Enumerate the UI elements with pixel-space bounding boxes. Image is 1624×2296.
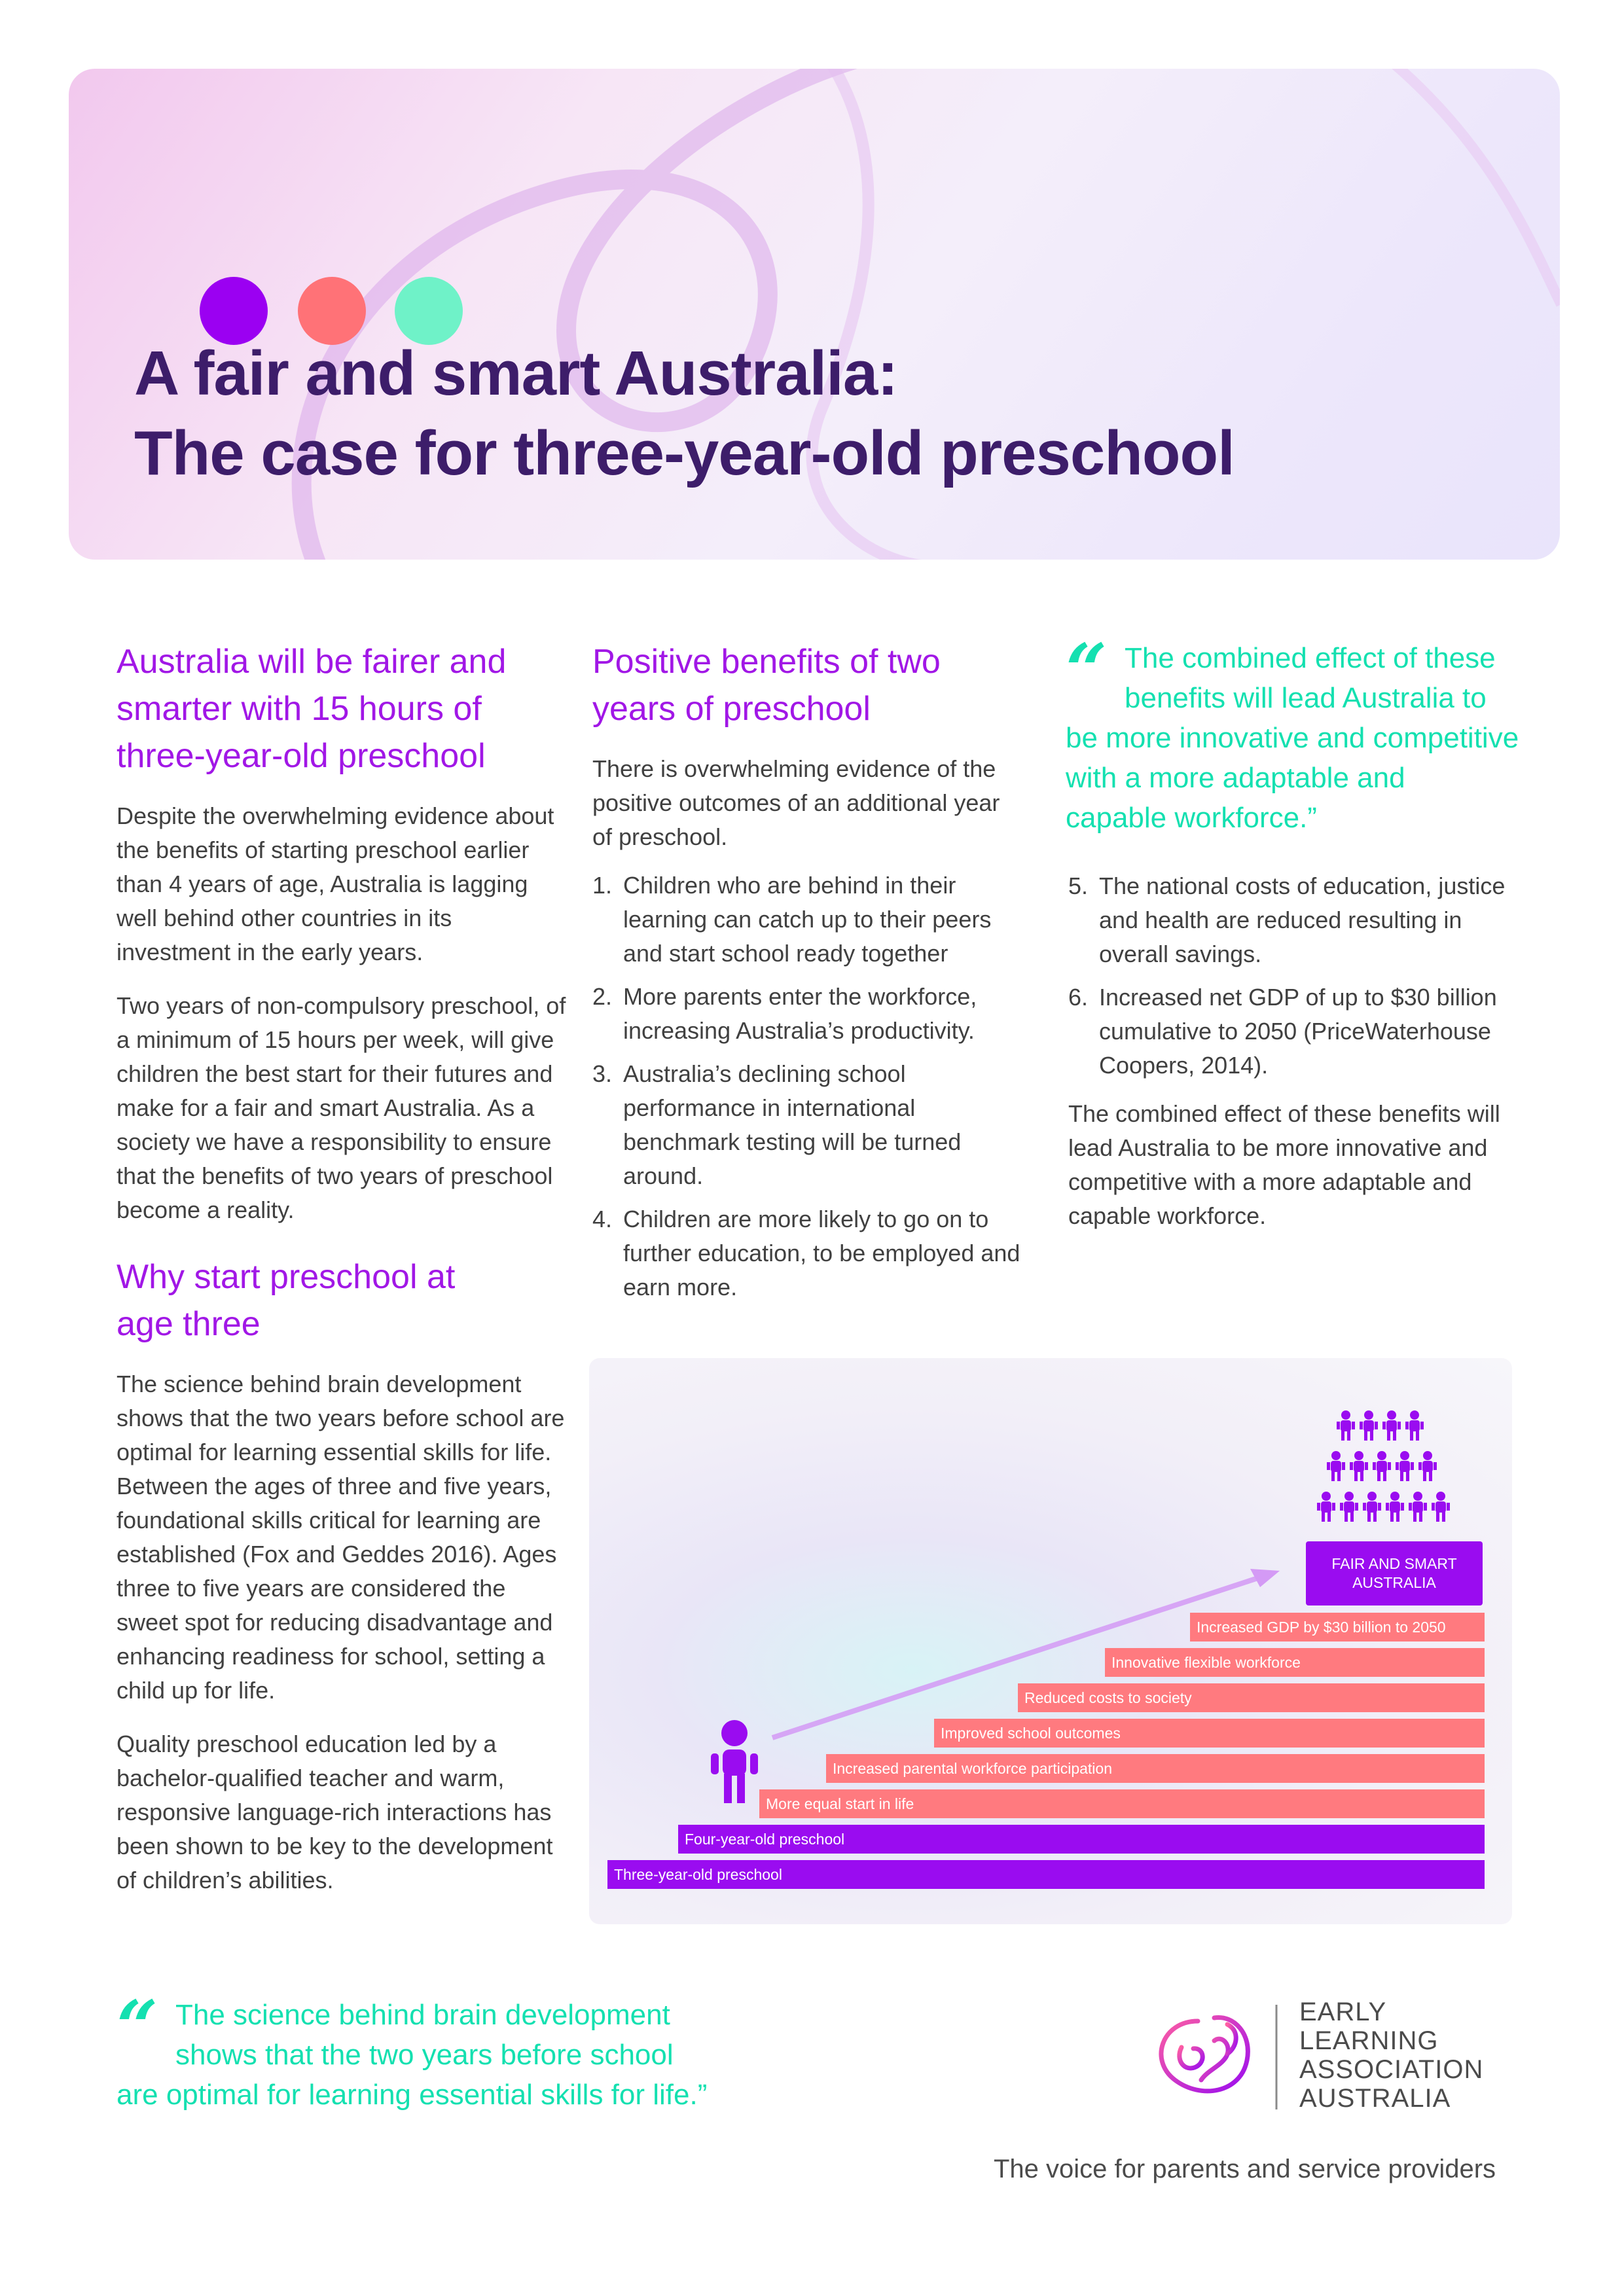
paragraph-quality-education: Quality preschool education led by a bachelor-qualified teacher and warm, responsive language-rich interactions has been shown to be key to the development of children’s abilities. bbox=[117, 1731, 553, 1893]
pull-quote-brain-science bbox=[117, 1984, 967, 2115]
quote-line: are optimal for learning essential skills for life.” bbox=[117, 2079, 708, 2111]
step-increased-gdp: Increased GDP by $30 billion to 2050 bbox=[1190, 1613, 1485, 1641]
title-line-2: The case for three-year-old preschool bbox=[134, 418, 1235, 488]
paragraph-two-years: Two years of non-compulsory preschool, of a minimum of 15 hours per week, will give children the best start for their futures and make for a fair and smart Australia. As a society we have a responsibility to ensure that the benefits of two years of preschool become a reality. bbox=[117, 992, 566, 1223]
column-middle bbox=[592, 638, 1024, 1314]
pull-quote-benefits bbox=[1066, 628, 1524, 838]
step-equal-start: More equal start in life bbox=[759, 1789, 1485, 1818]
benefits-list-1-4 bbox=[592, 869, 1024, 1304]
list-item bbox=[1068, 869, 1524, 971]
paragraph-intro: There is overwhelming evidence of the positive outcomes of an additional year of preschool. bbox=[592, 755, 1000, 850]
list-item bbox=[592, 1202, 1024, 1304]
quote-line: shows that the two years before school bbox=[175, 2039, 674, 2071]
logo-line: AUSTRALIA bbox=[1299, 2084, 1451, 2113]
step-innovative-workforce: Innovative flexible workforce bbox=[1105, 1648, 1485, 1677]
quote-mark-icon: “ bbox=[117, 1984, 158, 2069]
item-text: The national costs of education, justice and health are reduced resulting in overall savings. bbox=[1099, 872, 1506, 967]
benefits-list-5-6 bbox=[1066, 869, 1524, 1083]
tagline: The voice for parents and service providers bbox=[994, 2155, 1496, 2183]
quote-line: capable workforce.” bbox=[1066, 802, 1317, 834]
step-school-outcomes: Improved school outcomes bbox=[934, 1719, 1485, 1748]
quote-line: The combined effect of these bbox=[1125, 642, 1496, 674]
step-parental-workforce: Increased parental workforce participation bbox=[826, 1754, 1485, 1783]
item-number: 5. bbox=[1068, 872, 1089, 899]
item-text: Increased net GDP of up to $30 billion cumulative to 2050 (PriceWaterhouse Coopers, 2014). bbox=[1099, 984, 1497, 1079]
item-text: More parents enter the workforce, increasing Australia’s productivity. bbox=[623, 983, 977, 1044]
quote-line: The science behind brain development bbox=[175, 1999, 670, 2031]
item-number: 4. bbox=[592, 1206, 613, 1232]
column-right bbox=[1066, 628, 1524, 1253]
heading-positive-benefits: Positive benefits of two years of preschool bbox=[592, 643, 941, 728]
logo-line: LEARNING bbox=[1299, 2026, 1439, 2055]
list-item bbox=[1068, 980, 1524, 1083]
item-number: 1. bbox=[592, 872, 613, 899]
goal-box: FAIR AND SMART AUSTRALIA bbox=[1306, 1541, 1483, 1605]
item-number: 2. bbox=[592, 983, 613, 1010]
quote-mark-icon: “ bbox=[1066, 628, 1108, 712]
item-text: Children are more likely to go on to further education, to be employed and earn more. bbox=[623, 1206, 1020, 1300]
heading-why-start: Why start preschool at age three bbox=[117, 1258, 456, 1343]
paragraph-evidence: Despite the overwhelming evidence about the benefits of starting preschool earlier than 4 years of age, Australia is lagging well behind other countries in its investment in the early years. bbox=[117, 802, 554, 965]
paragraph-combined-effect: The combined effect of these benefits will lead Australia to be more innovative and competitive with a more adaptable and capable workforce. bbox=[1068, 1100, 1500, 1229]
title-line-1: A fair and smart Australia: bbox=[134, 338, 898, 408]
logo-line: ASSOCIATION bbox=[1299, 2055, 1484, 2084]
paragraph-brain-science: The science behind brain development shows that the two years before school are optimal for learning essential skills for life. Between the ages of three and five years, foundational skills critical for learning are established (Fox and Geddes 2016). Ages three to five years are considered the sweet spot for reducing disadvantage and enhancing readiness for school, setting a child up for life. bbox=[117, 1371, 565, 1704]
staircase-infographic bbox=[589, 1358, 1512, 1924]
item-number: 6. bbox=[1068, 984, 1089, 1011]
step-four-year-old: Four-year-old preschool bbox=[678, 1825, 1485, 1854]
item-number: 3. bbox=[592, 1060, 613, 1087]
list-item bbox=[592, 869, 1024, 971]
heading-fairer-smarter: Australia will be fairer and smarter with 15 hours of three-year-old preschool bbox=[117, 643, 507, 775]
list-item bbox=[592, 1057, 1024, 1193]
page-title bbox=[134, 334, 1235, 493]
child-icon bbox=[711, 1720, 758, 1803]
quote-line: be more innovative and competitive bbox=[1066, 722, 1519, 754]
quote-line: with a more adaptable and bbox=[1066, 762, 1405, 794]
quote-line: benefits will lead Australia to bbox=[1125, 682, 1487, 714]
list-item bbox=[592, 980, 1024, 1048]
item-text: Australia’s declining school performance in international benchmark testing will be turned around. bbox=[623, 1060, 962, 1189]
step-reduced-costs: Reduced costs to society bbox=[1018, 1683, 1485, 1712]
step-three-year-old: Three-year-old preschool bbox=[607, 1860, 1485, 1889]
item-text: Children who are behind in their learning can catch up to their peers and start school ready together bbox=[623, 872, 992, 967]
logo-line: EARLY bbox=[1299, 1998, 1387, 2026]
column-left bbox=[117, 638, 568, 1917]
elaa-logo-text bbox=[1299, 1998, 1483, 2113]
